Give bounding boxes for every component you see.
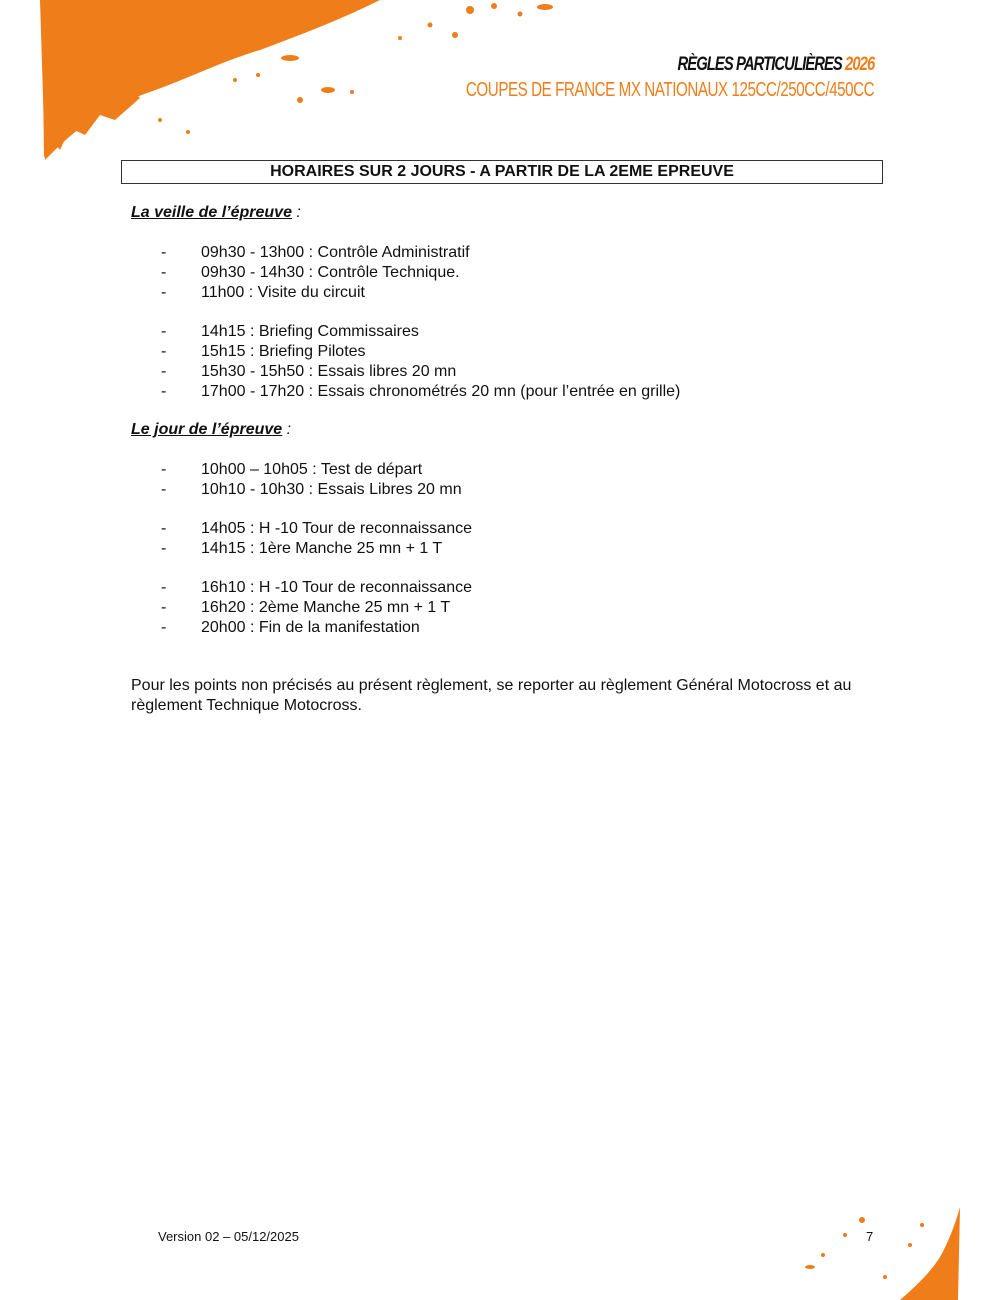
schedule-entry: 15h30 - 15h50 : Essais libres 20 mn — [201, 363, 457, 380]
list-item — [161, 539, 442, 559]
footer-version: Version 02 – 05/12/2025 — [158, 1229, 299, 1244]
list-item — [161, 243, 470, 263]
list-item — [161, 322, 419, 342]
list-item — [161, 283, 365, 303]
list-item — [161, 618, 420, 638]
closing-paragraph: Pour les points non précisés au présent règlement, se reporter au règlement Général Motocross et au règlement Technique Motocross. — [131, 677, 852, 714]
list-item — [161, 480, 462, 500]
schedule-entry: 09h30 - 13h00 : Contrôle Administratif — [201, 244, 470, 261]
header-title-text: RÈGLES PARTICULIÈRES — [677, 54, 842, 75]
list-item — [161, 598, 450, 618]
bullet-dash: - — [161, 579, 167, 596]
page-number: 7 — [866, 1229, 874, 1244]
schedule-entry: 10h10 - 10h30 : Essais Libres 20 mn — [201, 481, 462, 498]
list-item — [161, 382, 680, 402]
bullet-dash: - — [161, 540, 167, 557]
schedule-entry: 14h15 : Briefing Commissaires — [201, 323, 419, 340]
schedule-entry: 20h00 : Fin de la manifestation — [201, 619, 420, 636]
eve-heading — [131, 204, 301, 222]
bullet-dash: - — [161, 363, 167, 380]
bullet-dash: - — [161, 323, 167, 340]
bullet-dash: - — [161, 599, 167, 616]
document-header-subtitle: COUPES DE FRANCE MX NATIONAUX 125CC/250CC/450CC — [465, 79, 874, 101]
list-item — [161, 362, 456, 382]
day-heading-text: Le jour de l’épreuve — [131, 421, 283, 438]
bullet-dash: - — [161, 244, 167, 261]
day-heading — [131, 421, 291, 439]
orange-splash-bottom-right — [790, 1195, 1005, 1300]
day-heading-colon: : — [282, 421, 292, 438]
header-year: 2026 — [844, 54, 874, 75]
list-item — [161, 519, 472, 539]
bullet-dash: - — [161, 461, 167, 478]
list-item — [161, 263, 460, 283]
schedule-entry: 16h20 : 2ème Manche 25 mn + 1 T — [201, 599, 451, 616]
section-title-box: HORAIRES SUR 2 JOURS - A PARTIR DE LA 2EME EPREUVE — [121, 160, 883, 184]
bullet-dash: - — [161, 619, 167, 636]
schedule-entry: 15h15 : Briefing Pilotes — [201, 343, 366, 360]
bullet-dash: - — [161, 383, 167, 400]
document-header-title — [677, 54, 874, 76]
eve-heading-colon: : — [291, 204, 301, 221]
schedule-entry: 14h05 : H -10 Tour de reconnaissance — [201, 520, 472, 537]
bullet-dash: - — [161, 284, 167, 301]
bullet-dash: - — [161, 343, 167, 360]
bullet-dash: - — [161, 481, 167, 498]
schedule-entry: 10h00 – 10h05 : Test de départ — [201, 461, 423, 478]
eve-heading-text: La veille de l’épreuve — [131, 204, 292, 221]
bullet-dash: - — [161, 520, 167, 537]
list-item — [161, 578, 472, 598]
schedule-entry: 16h10 : H -10 Tour de reconnaissance — [201, 579, 472, 596]
schedule-entry: 17h00 - 17h20 : Essais chronométrés 20 mn (pour l’entrée en grille) — [201, 383, 681, 400]
list-item — [161, 342, 366, 362]
schedule-entry: 09h30 - 14h30 : Contrôle Technique. — [201, 264, 460, 281]
list-item — [161, 460, 422, 480]
bullet-dash: - — [161, 264, 167, 281]
schedule-entry: 14h15 : 1ère Manche 25 mn + 1 T — [201, 540, 443, 557]
schedule-entry: 11h00 : Visite du circuit — [201, 284, 365, 301]
